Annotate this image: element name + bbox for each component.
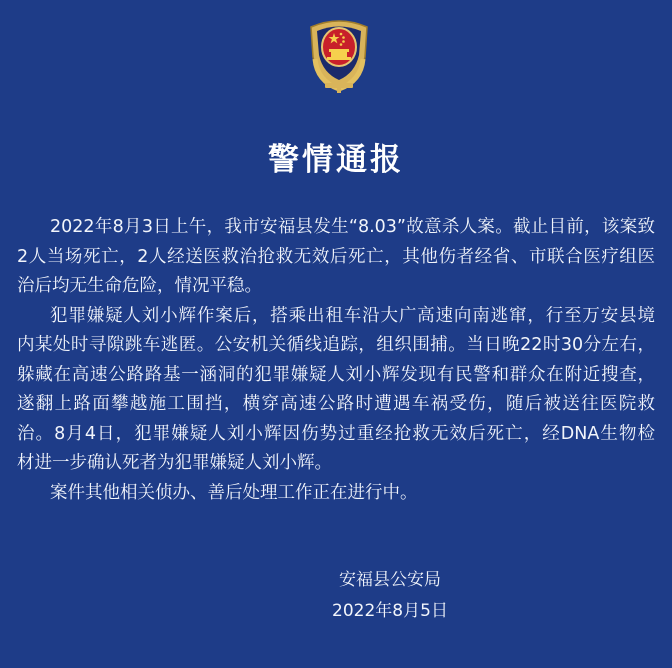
text-line: 案件其他相关侦办、善后处理工作正在进行中。 — [50, 482, 418, 503]
issuing-organization: 安福县公安局 — [339, 570, 441, 590]
text-line: 治后均无生命危险，情况平稳。 — [17, 276, 262, 296]
text-line: 遂翻上路面攀越施工围挡，横穿高速公路时遭遇车祸受伤，随后被送往医院救 — [17, 394, 655, 414]
text-line: 犯罪嫌疑人刘小辉作案后，搭乘出租车沿大广高速向南逃窜，行至万安县境 — [50, 305, 655, 326]
text-line: 躲藏在高速公路路基一涵洞的犯罪嫌疑人刘小辉发现有民警和群众在附近搜查， — [17, 364, 655, 385]
text-line: 2人当场死亡，2人经送医救治抢救无效后死亡，其他伤者经省、市联合医疗组医 — [17, 246, 655, 267]
text-line: 内某处时寻隙跳车逃匿。公安机关循线追踪，组织围捕。当日晚22时30分左右， — [17, 335, 655, 355]
paragraph-2 — [17, 302, 662, 479]
text-line: 治。8月4日，犯罪嫌疑人刘小辉因伤势过重经抢救无效后死亡，经DNA生物检 — [17, 423, 655, 444]
issue-date: 2022年8月5日 — [332, 601, 448, 621]
paragraph-3 — [17, 479, 662, 509]
police-emblem-icon — [303, 13, 375, 95]
page-title: 警情通报 — [268, 142, 404, 178]
text-line: 材进一步确认死者为犯罪嫌疑人刘小辉。 — [17, 453, 332, 473]
notice-body — [17, 213, 662, 508]
text-line: 2022年8月3日上午，我市安福县发生“8.03”故意杀人案。截止目前，该案致 — [50, 217, 655, 237]
paragraph-1 — [17, 213, 662, 302]
